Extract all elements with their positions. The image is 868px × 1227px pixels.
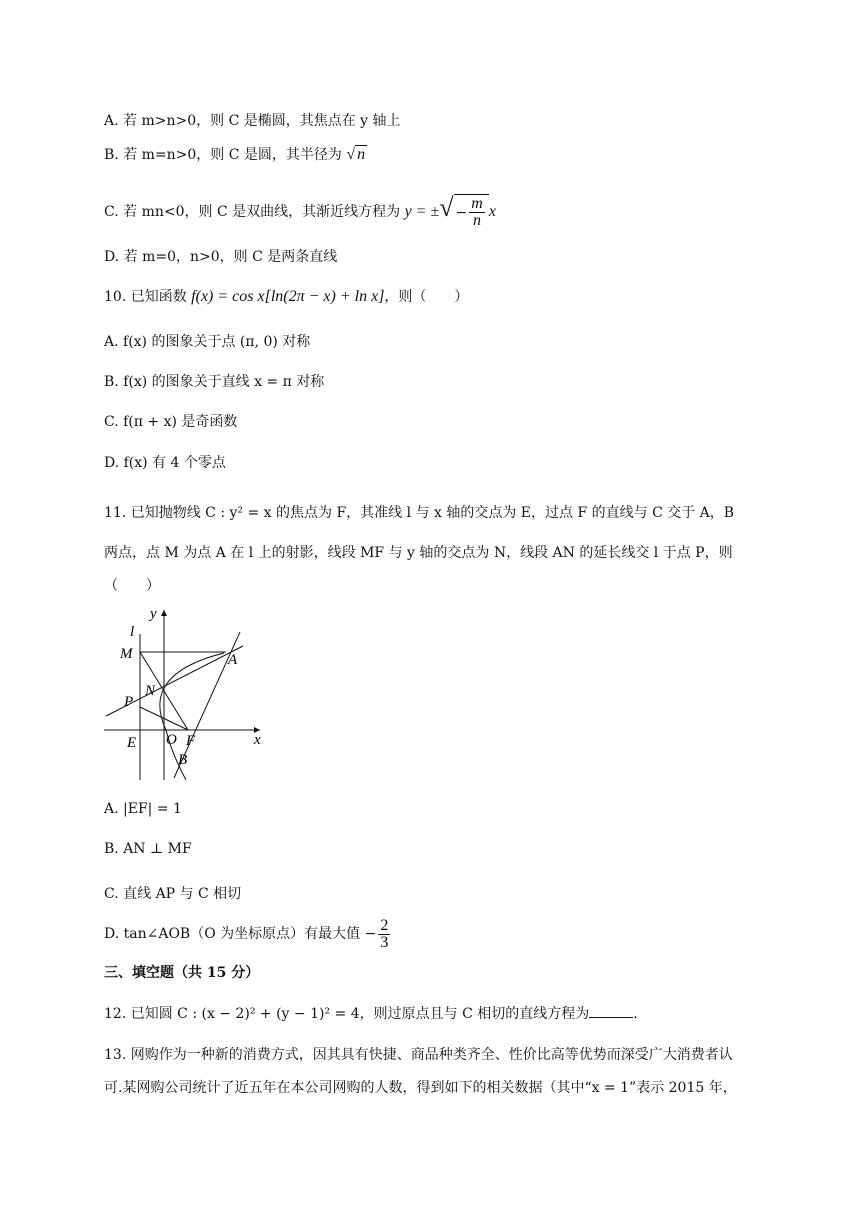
- q11-option-a: A. |EF| = 1: [104, 801, 182, 817]
- label-x: x: [254, 732, 261, 748]
- q12-text: 12. 已知圆 C : (x − 2)² + (y − 1)² = 4，则过原点且与 C 相切的直线方程为: [104, 1006, 590, 1022]
- q11-option-d-text: D. tan∠AOB（O 为坐标原点）有最大值 −: [104, 926, 377, 942]
- q11-option-c: C. 直线 AP 与 C 相切: [104, 886, 242, 902]
- q10-stem-prefix: 10. 已知函数: [104, 289, 187, 305]
- label-a: A: [228, 652, 238, 668]
- q12-end: .: [633, 1006, 638, 1022]
- q13-line1: 13. 网购作为一种新的消费方式，因其具有快捷、商品种类齐全、性价比高等优势而深受广大消费者认: [104, 1047, 733, 1063]
- q11-option-b: B. AN ⊥ MF: [104, 841, 192, 857]
- label-p: P: [124, 694, 134, 710]
- sqrt-symbol: √: [346, 146, 356, 163]
- q10-stem: [104, 287, 468, 307]
- label-n: N: [145, 683, 156, 699]
- answer-blank[interactable]: [589, 1003, 633, 1018]
- q13-line2: 可.某网购公司统计了近五年在本公司网购的人数，得到如下的相关数据（其中“x = 1”表示 2015 年，: [104, 1080, 737, 1096]
- q9-option-c-rhs: x: [488, 203, 496, 220]
- label-o: O: [166, 732, 177, 748]
- q10-option-a: A. f(x) 的图象关于点 (π, 0) 对称: [104, 334, 311, 350]
- section-heading: 三、填空题（共 15 分）: [104, 965, 260, 981]
- q9-option-d: D. 若 m=0，n>0，则 C 是两条直线: [104, 249, 338, 265]
- q9-option-c-text: C. 若 mn<0，则 C 是双曲线，其渐近线方程为: [104, 204, 401, 220]
- label-m: M: [120, 646, 133, 662]
- q9-option-b-text: B. 若 m=n>0，则 C 是圆，其半径为: [104, 147, 342, 163]
- q9-option-b-radicand: n: [357, 146, 366, 163]
- q9-option-b: [104, 145, 367, 165]
- q11-stem-line2: 两点，点 M 为点 A 在 l 上的射影，线段 MF 与 y 轴的交点为 N，线段 AN 的延长线交 l 于点 P，则: [104, 545, 733, 561]
- q10-option-c: C. f(π + x) 是奇函数: [104, 414, 238, 430]
- q11-figure: [100, 604, 280, 784]
- label-b: B: [178, 752, 188, 768]
- q9-option-c-fraction: $\frac{m}{n}$: [471, 195, 483, 229]
- q10-option-b: B. f(x) 的图象关于直线 x = π 对称: [104, 374, 325, 390]
- label-f: F: [186, 733, 196, 749]
- q11-option-d: [104, 916, 392, 952]
- q9-option-c: [104, 190, 496, 231]
- q11-option-d-fraction: $\frac{2}{3}$: [380, 916, 389, 951]
- q9-option-c-lhs: y = ±: [404, 203, 440, 220]
- q11-stem-line1: 11. 已知抛物线 C : y² = x 的焦点为 F，其准线 l 与 x 轴的交点为 E，过点 F 的直线与 C 交于 A，B: [104, 505, 735, 521]
- label-y: y: [150, 606, 157, 622]
- sqrt-symbol: √: [439, 193, 454, 222]
- q11-stem-line3: （ ）: [104, 578, 160, 594]
- label-e: E: [127, 735, 137, 751]
- q10-stem-formula: f(x) = cos x[ln(2π − x) + ln x]: [191, 288, 385, 305]
- q9-option-a: A. 若 m>n>0，则 C 是椭圆，其焦点在 y 轴上: [104, 113, 401, 129]
- q12-stem: [104, 1003, 638, 1024]
- q9-option-c-radicand: − $\frac{m}{n}$: [454, 194, 489, 231]
- q10-option-d: D. f(x) 有 4 个零点: [104, 455, 226, 471]
- q10-stem-suffix: ，则（ ）: [384, 289, 469, 305]
- label-l: l: [130, 624, 135, 640]
